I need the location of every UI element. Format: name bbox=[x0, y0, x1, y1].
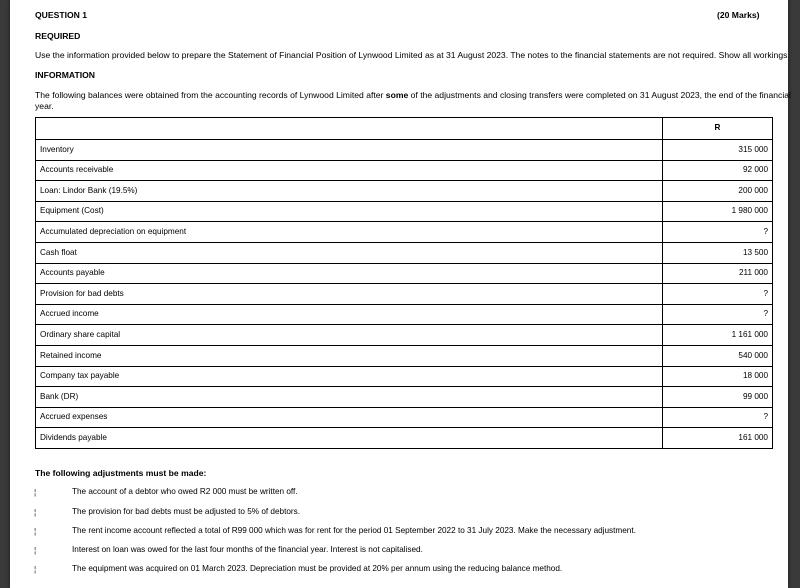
row-label: Cash float bbox=[36, 242, 663, 263]
row-label: Inventory bbox=[36, 140, 663, 161]
row-value: ? bbox=[663, 407, 773, 428]
row-label: Loan: Lindor Bank (19.5%) bbox=[36, 181, 663, 202]
marks-label: (20 Marks) bbox=[717, 10, 760, 20]
row-label: Ordinary share capital bbox=[36, 325, 663, 346]
information-intro-line2: year. bbox=[35, 101, 54, 111]
row-value: ? bbox=[663, 304, 773, 325]
row-value: 99 000 bbox=[663, 387, 773, 408]
bullet-icon: ¦ bbox=[34, 545, 37, 555]
row-label: Accumulated depreciation on equipment bbox=[36, 222, 663, 243]
row-value: 315 000 bbox=[663, 140, 773, 161]
table-header-blank bbox=[36, 118, 663, 140]
table-row bbox=[36, 407, 773, 428]
row-value: 18 000 bbox=[663, 366, 773, 387]
row-label: Accrued income bbox=[36, 304, 663, 325]
adjustment-text: The provision for bad debts must be adjusted to 5% of debtors. bbox=[72, 507, 301, 516]
bullet-icon: ¦ bbox=[34, 564, 37, 574]
table-row bbox=[36, 428, 773, 449]
question-title: QUESTION 1 bbox=[35, 10, 88, 20]
table-row bbox=[36, 242, 773, 263]
table-row bbox=[36, 325, 773, 346]
row-label: Retained income bbox=[36, 345, 663, 366]
information-heading: INFORMATION bbox=[35, 70, 95, 80]
table-row bbox=[36, 263, 773, 284]
row-label: Company tax payable bbox=[36, 366, 663, 387]
currency-header: R bbox=[663, 118, 773, 140]
row-value: 540 000 bbox=[663, 345, 773, 366]
balances-table bbox=[35, 117, 773, 449]
row-value: 1 980 000 bbox=[663, 201, 773, 222]
table-row bbox=[36, 160, 773, 181]
row-value: 161 000 bbox=[663, 428, 773, 449]
row-label: Dividends payable bbox=[36, 428, 663, 449]
row-value: ? bbox=[663, 284, 773, 305]
row-label: Bank (DR) bbox=[36, 387, 663, 408]
row-value: 200 000 bbox=[663, 181, 773, 202]
row-label: Accrued expenses bbox=[36, 407, 663, 428]
table-row bbox=[36, 345, 773, 366]
table-row bbox=[36, 222, 773, 243]
table-row bbox=[36, 387, 773, 408]
row-value: 211 000 bbox=[663, 263, 773, 284]
table-header-row bbox=[36, 118, 773, 140]
row-value: 13 500 bbox=[663, 242, 773, 263]
required-text: Use the information provided below to prepare the Statement of Financial Position of Lynwood Limited as at 31 August 2023. The notes to the financial statements are not required. Show all workings. bbox=[35, 50, 790, 60]
table-row bbox=[36, 304, 773, 325]
table-row bbox=[36, 284, 773, 305]
table-row bbox=[36, 140, 773, 161]
row-label: Accounts receivable bbox=[36, 160, 663, 181]
information-intro bbox=[35, 90, 791, 100]
row-value: 1 161 000 bbox=[663, 325, 773, 346]
row-label: Provision for bad debts bbox=[36, 284, 663, 305]
table-row bbox=[36, 201, 773, 222]
required-heading: REQUIRED bbox=[35, 31, 81, 41]
adjustment-text: The equipment was acquired on 01 March 2023. Depreciation must be provided at 20% per annum using the reducing balance method. bbox=[72, 564, 563, 573]
table-row bbox=[36, 181, 773, 202]
intro-post: of the adjustments and closing transfers were completed on 31 August 2023, the end of the financial bbox=[408, 90, 791, 100]
row-value: ? bbox=[663, 222, 773, 243]
bullet-icon: ¦ bbox=[34, 526, 37, 536]
document-page bbox=[10, 0, 791, 588]
table-row bbox=[36, 366, 773, 387]
bullet-icon: ¦ bbox=[34, 507, 37, 517]
intro-pre: The following balances were obtained from the accounting records of Lynwood Limited after bbox=[35, 90, 386, 100]
row-label: Accounts payable bbox=[36, 263, 663, 284]
row-label: Equipment (Cost) bbox=[36, 201, 663, 222]
adjustment-text: The rent income account reflected a total of R99 000 which was for rent for the period 01 September 2022 to 31 July 2023. Make the necessary adjustment. bbox=[72, 526, 636, 535]
row-value: 92 000 bbox=[663, 160, 773, 181]
adjustments-heading: The following adjustments must be made: bbox=[35, 468, 207, 478]
adjustment-text: The account of a debtor who owed R2 000 must be written off. bbox=[72, 487, 298, 496]
bullet-icon: ¦ bbox=[34, 487, 37, 497]
intro-bold: some bbox=[385, 90, 409, 100]
adjustment-text: Interest on loan was owed for the last four months of the financial year. Interest is not capitalised. bbox=[72, 545, 423, 554]
